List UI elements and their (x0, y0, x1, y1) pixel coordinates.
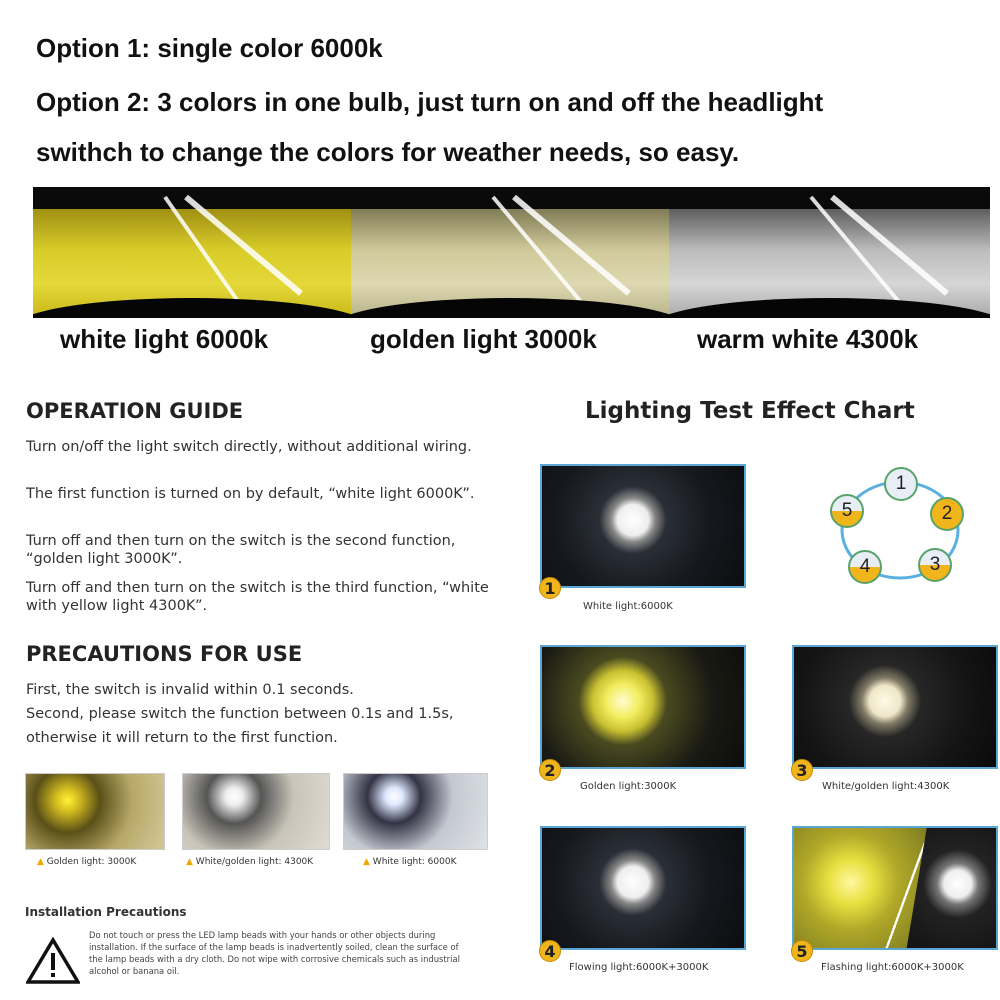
photo-number-badge: 5 (791, 940, 813, 962)
white-half (906, 828, 998, 950)
photo-caption-2: Golden light:3000K (580, 781, 677, 792)
mini-photo-white (343, 773, 488, 850)
triangle-icon: ▲ (186, 857, 193, 867)
road-photo-yellow (33, 187, 351, 318)
cycle-step-1: 1 (884, 467, 918, 501)
warning-icon (26, 937, 80, 985)
road-caption-2: golden light 3000k (370, 324, 597, 354)
photo-caption-4: Flowing light:6000K+3000K (569, 962, 709, 973)
triangle-icon: ▲ (37, 857, 44, 867)
installation-title: Installation Precautions (25, 905, 187, 919)
operation-para-2: The first function is turned on by default, “white light 6000K”. (26, 486, 475, 502)
header-line-3: swithch to change the colors for weather needs, so easy. (36, 137, 740, 167)
precaution-line-1: First, the switch is invalid within 0.1 seconds. (26, 682, 354, 698)
road-caption-3: warm white 4300k (697, 324, 919, 354)
photo-caption-5: Flashing light:6000K+3000K (821, 962, 964, 973)
cycle-step-2: 2 (930, 497, 964, 531)
road-photo-white (669, 187, 990, 318)
test-photo-1 (540, 464, 746, 588)
cycle-step-4: 4 (848, 550, 882, 584)
chart-title: Lighting Test Effect Chart (585, 398, 915, 424)
road-caption-1: white light 6000k (60, 324, 269, 354)
mini-photo-golden (25, 773, 165, 850)
operation-para-1: Turn on/off the light switch directly, without additional wiring. (26, 439, 472, 455)
header-line-1: Option 1: single color 6000k (36, 33, 383, 63)
mini-caption-2: ▲ White/golden light: 4300K (186, 857, 314, 867)
photo-number-badge: 1 (539, 577, 561, 599)
test-photo-4 (540, 826, 746, 950)
cycle-step-3: 3 (918, 548, 952, 582)
test-photo-5 (792, 826, 998, 950)
operation-para-3: Turn off and then turn on the switch is the second function, “golden light 3000K”. (26, 533, 456, 567)
header-line-2: Option 2: 3 colors in one bulb, just turn on and off the headlight (36, 87, 824, 117)
precaution-line-2: Second, please switch the function between 0.1s and 1.5s, otherwise it will return to the first function. (26, 706, 454, 746)
mini-caption-1: ▲ Golden light: 3000K (37, 857, 137, 867)
triangle-icon: ▲ (363, 857, 370, 867)
test-photo-2 (540, 645, 746, 769)
mini-photo-white-golden (182, 773, 330, 850)
mini-caption-3: ▲ White light: 6000K (363, 857, 457, 867)
test-photo-3 (792, 645, 998, 769)
cycle-step-5: 5 (830, 494, 864, 528)
photo-number-badge: 2 (539, 759, 561, 781)
installation-text: Do not touch or press the LED lamp beads with your hands or other objects during installation. If the surface of the lamp beads is inadvertently soiled, clean the surface of the lamp beads with a dry cloth. Do not wipe with corrosive chemicals such as industrial alcohol or banana oil. (89, 930, 460, 976)
photo-number-badge: 4 (539, 940, 561, 962)
precautions-title: PRECAUTIONS FOR USE (26, 642, 303, 666)
road-photo-golden (351, 187, 669, 318)
operation-para-4: Turn off and then turn on the switch is the third function, “white with yellow light 4300K”. (26, 580, 489, 614)
operation-guide-title: OPERATION GUIDE (26, 399, 244, 423)
photo-caption-1: White light:6000K (583, 601, 673, 612)
photo-number-badge: 3 (791, 759, 813, 781)
photo-caption-3: White/golden light:4300K (822, 781, 950, 792)
